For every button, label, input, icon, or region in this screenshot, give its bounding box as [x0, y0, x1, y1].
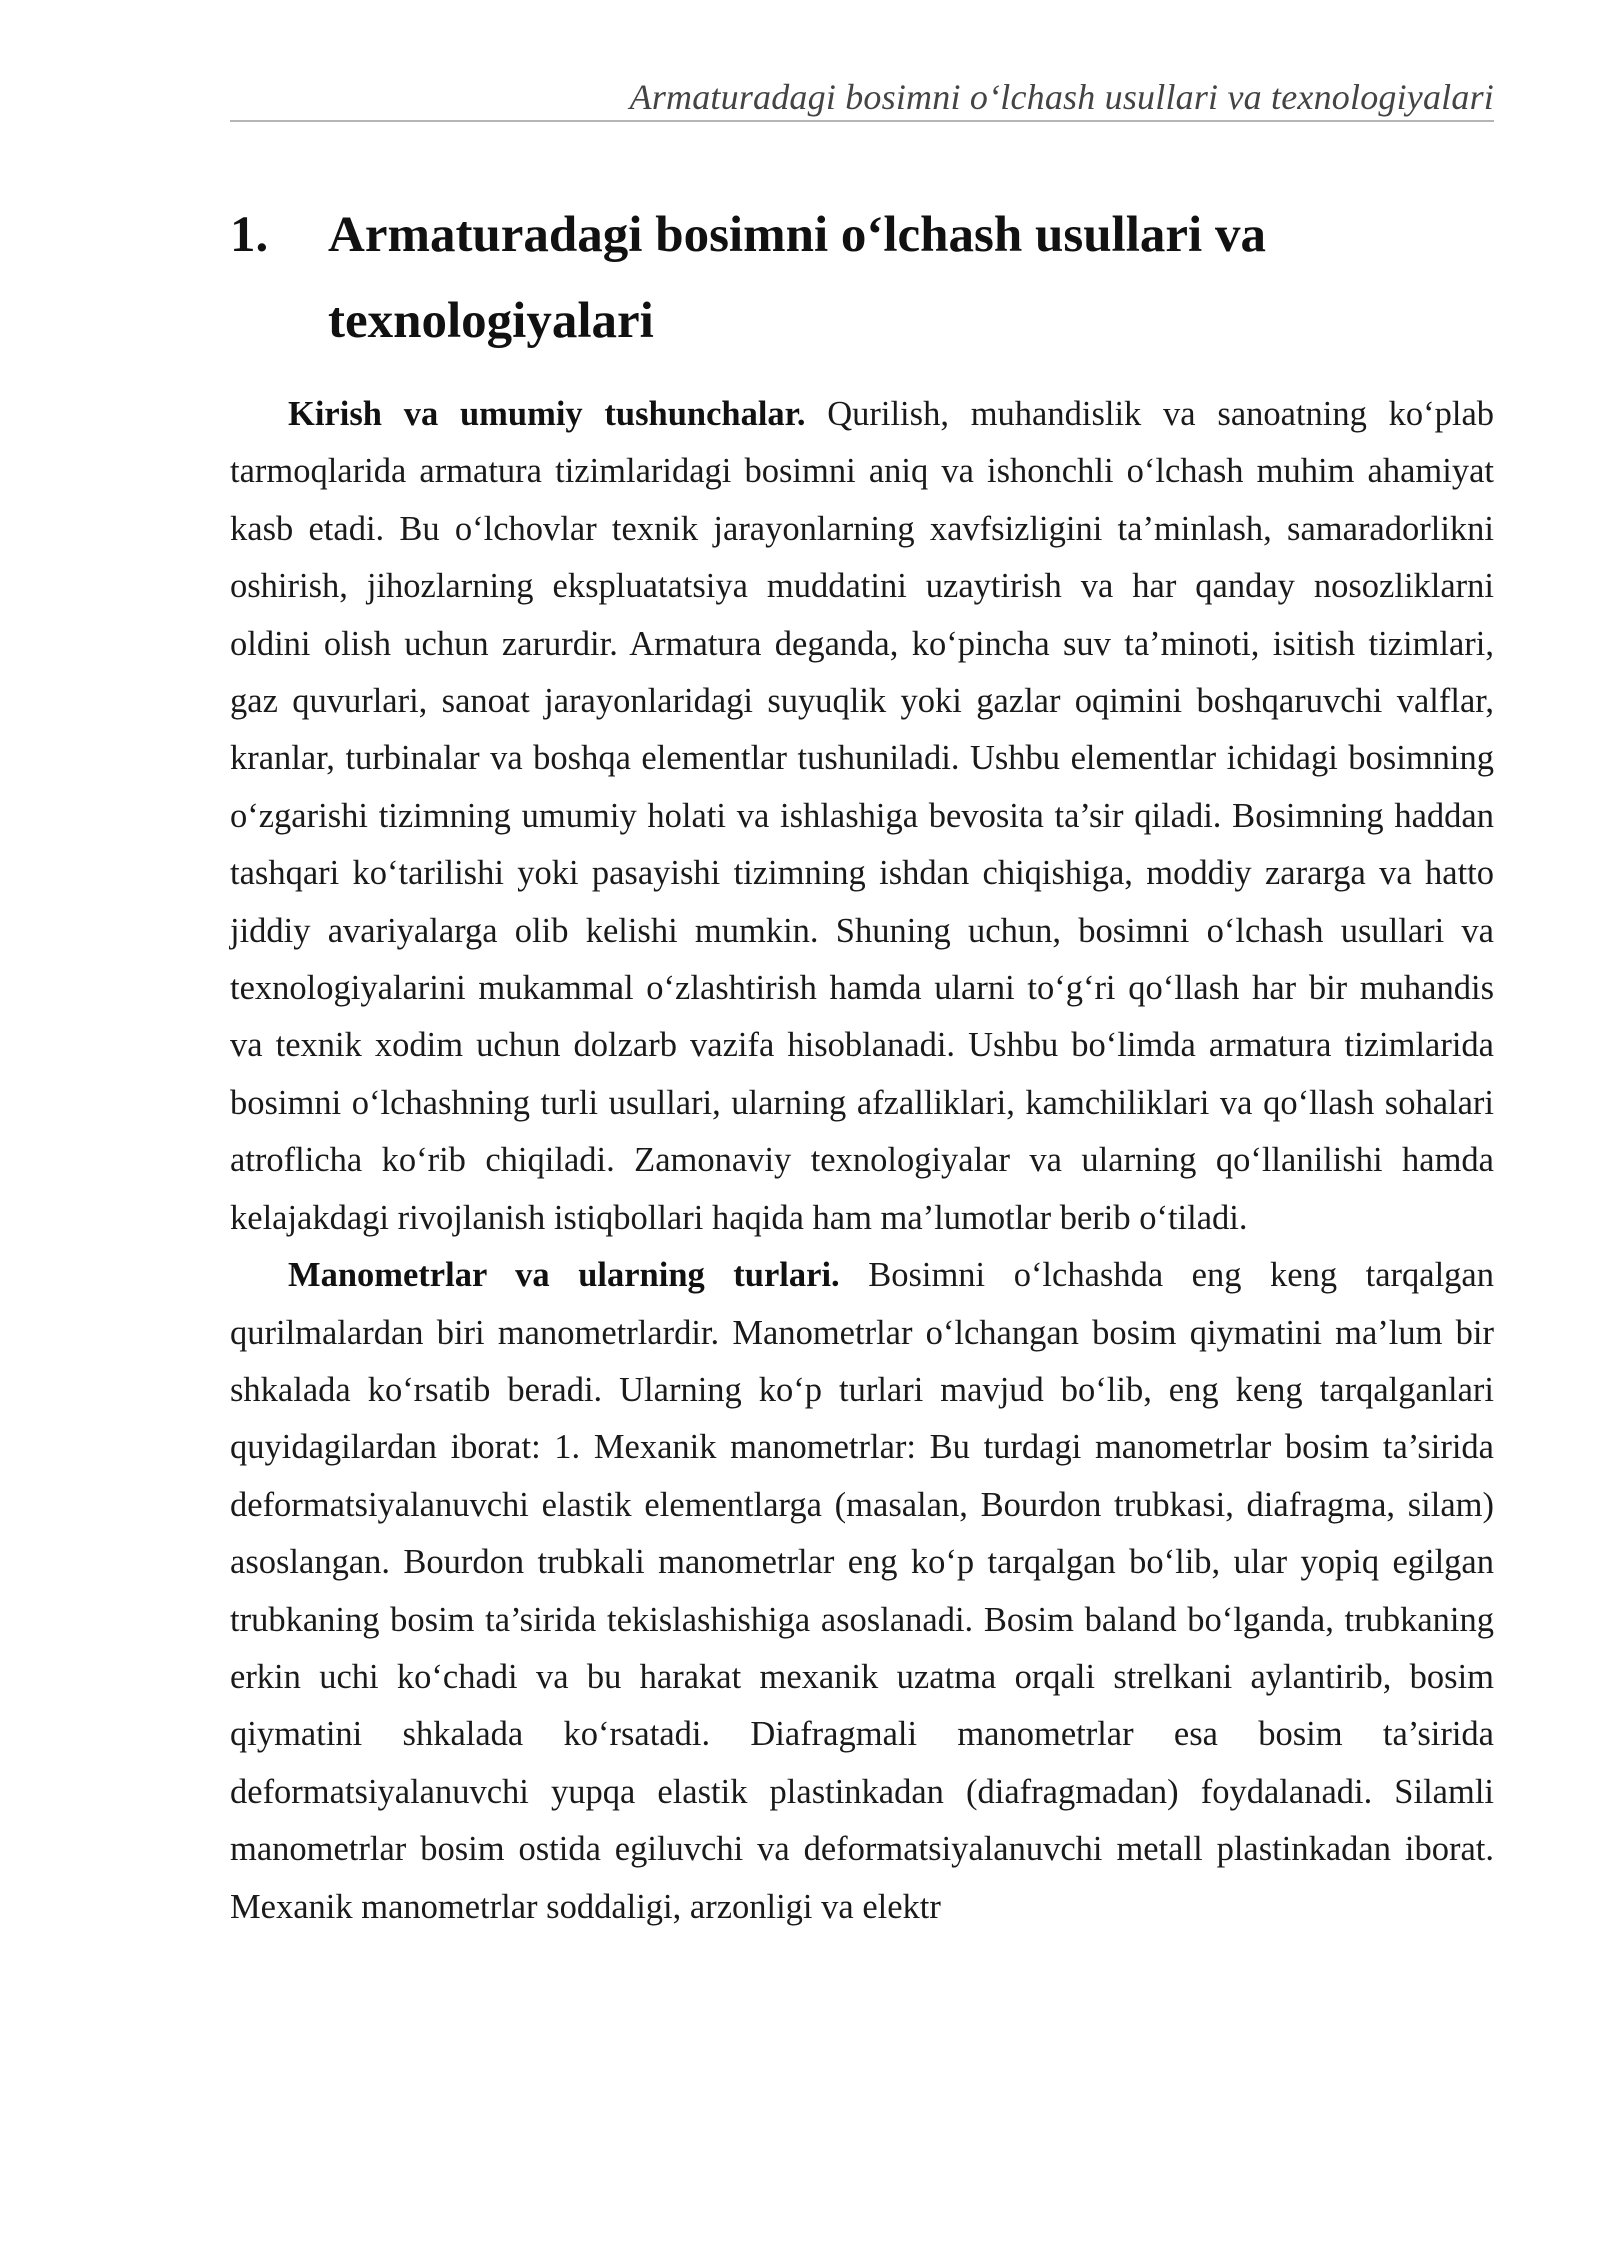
- paragraph-text: Bosimni o‘lchashda eng keng tarqalgan qurilmalardan biri manometrlardir. Manometrlar o‘lchangan bosim qiymatini ma’lum bir shkalada ko‘rsatib beradi. Ularning ko‘p turlari mavjud bo‘lib, eng keng tarqalganlari quyidagilardan iborat: 1. Mexanik manometrlar: Bu turdagi manometrlar bosim ta’sirida deformatsiyalanuvchi elastik elementlarga (masalan, Bourdon trubkasi, diafragma, silam) asoslangan. Bourdon trubkali manometrlar eng ko‘p tarqalgan bo‘lib, ular yopiq egilgan trubkaning bosim ta’sirida tekislashishiga asoslanadi. Bosim baland bo‘lganda, trubkaning erkin uchi ko‘chadi va bu harakat mexanik uzatma orqali strelkani aylantirib, bosim qiymatini shkalada ko‘rsatadi. Diafragmali manometrlar esa bosim ta’sirida deformatsiyalanuvchi yupqa elastik plastinkadan (diafragmadan) foydalanadi. Silamli manometrlar bosim ostida egiluvchi va deformatsiyalanuvchi metall plastinkadan iborat. Mexanik manometrlar soddaligi, arzonligi va elektr: [230, 1256, 1494, 1926]
- running-header: Armaturadagi bosimni o‘lchash usullari va texnologiyalari: [629, 77, 1494, 117]
- paragraph-lead: Kirish va umumiy tushunchalar.: [288, 395, 806, 433]
- paragraph-introduction: [230, 386, 1494, 1247]
- paragraph-manometers: [230, 1247, 1494, 1936]
- body-text: [230, 386, 1494, 1936]
- chapter-heading: [230, 192, 1494, 364]
- chapter-number: 1.: [230, 207, 269, 263]
- paragraph-text: Qurilish, muhandislik va sanoatning ko‘plab tarmoqlarida armatura tizimlaridagi bosimni aniq va ishonchli o‘lchash muhim ahamiyat kasb etadi. Bu o‘lchovlar texnik jarayonlarning xavfsizligini ta’minlash, samaradorlikni oshirish, jihozlarning ekspluatatsiya muddatini uzaytirish va har qanday nosozliklarni oldini olish uchun zarurdir. Armatura deganda, ko‘pincha suv ta’minoti, isitish tizimlari, gaz quvurlari, sanoat jarayonlaridagi suyuqlik yoki gazlar oqimini boshqaruvchi valflar, kranlar, turbinalar va boshqa elementlar tushuniladi. Ushbu elementlar ichidagi bosimning o‘zgarishi tizimning umumiy holati va ishlashiga bevosita ta’sir qiladi. Bosimning haddan tashqari ko‘tarilishi yoki pasayishi tizimning ishdan chiqishiga, moddiy zararga va hatto jiddiy avariyalarga olib kelishi mumkin. Shuning uchun, bosimni o‘lchash usullari va texnologiyalarini mukammal o‘zlashtirish hamda ularni to‘g‘ri qo‘llash har bir muhandis va texnik xodim uchun dolzarb vazifa hisoblanadi. Ushbu bo‘limda armatura tizimlarida bosimni o‘lchashning turli usullari, ularning afzalliklari, kamchiliklari va qo‘llash sohalari atroflicha ko‘rib chiqiladi. Zamonaviy texnologiyalar va ularning qo‘llanilishi hamda kelajakdagi rivojlanish istiqbollari haqida ham ma’lumotlar berib o‘tiladi.: [230, 395, 1495, 1237]
- chapter-title: Armaturadagi bosimni o‘lchash usullari va texnologiyalari: [328, 207, 1266, 349]
- paragraph-lead: Manometrlar va ularning turlari.: [288, 1256, 840, 1295]
- header-divider: [230, 120, 1494, 122]
